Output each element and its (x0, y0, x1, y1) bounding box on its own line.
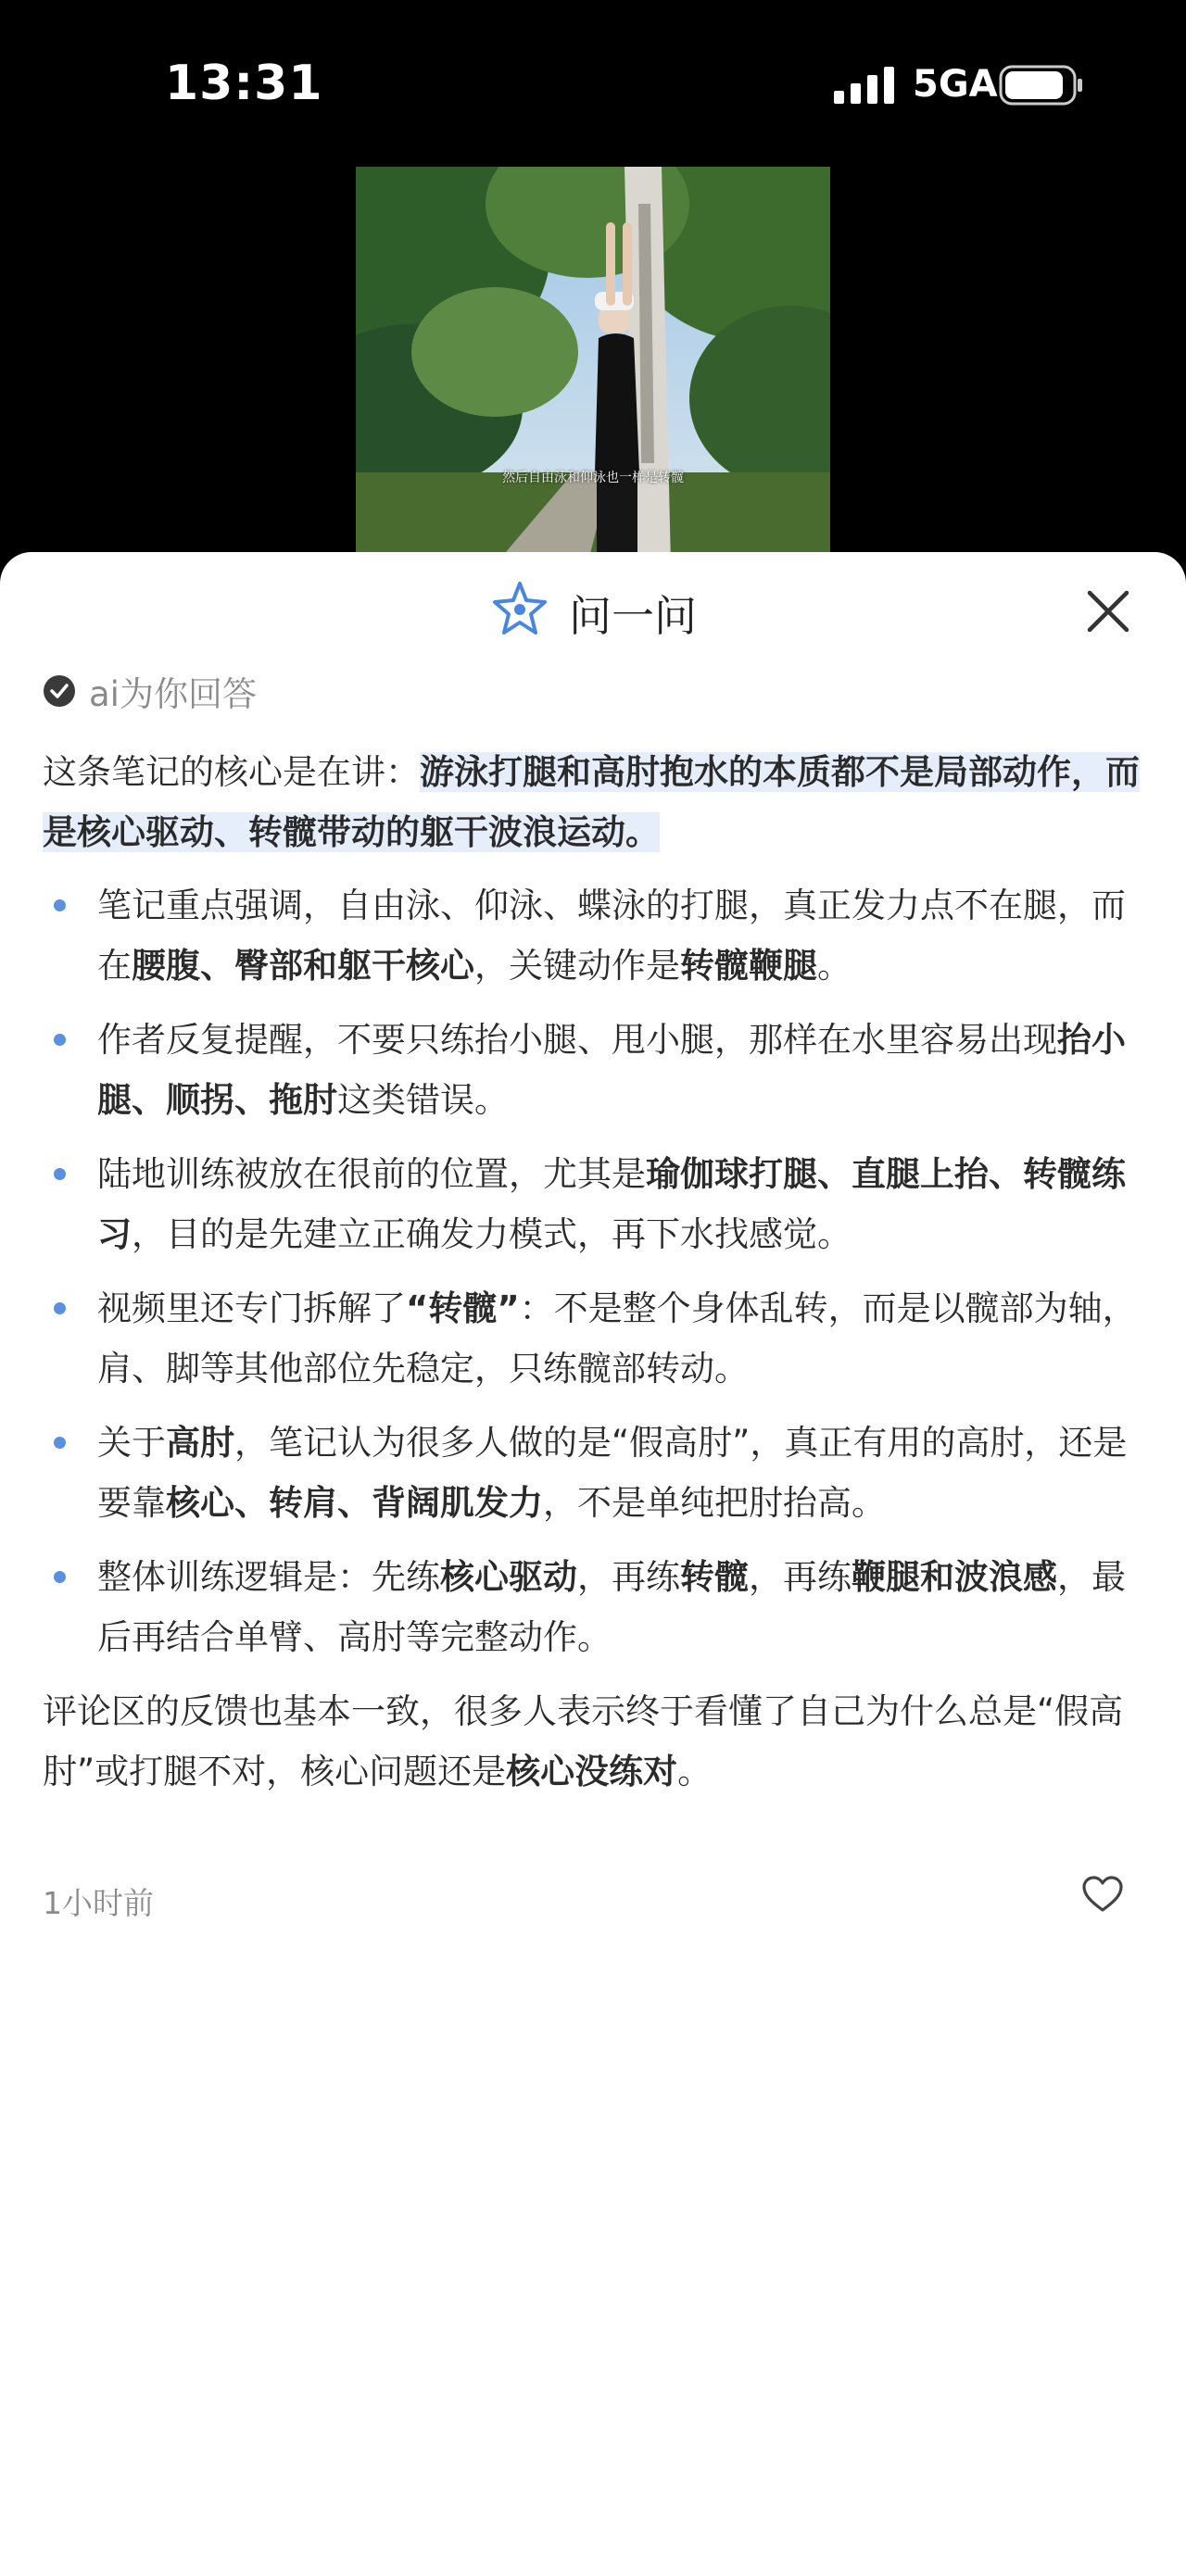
bullet-dot-icon (54, 1571, 66, 1583)
video-thumbnail (356, 167, 830, 565)
bullet-text: ，再练 (749, 1557, 852, 1597)
summary-highlight: 游泳打腿和高肘抱水的本质都不是局部动作，而是核心驱动、转髋带动的躯干波浪运动。 (43, 752, 1140, 852)
closing-end: 。 (677, 1752, 713, 1791)
bullet-dot-icon (54, 1302, 66, 1314)
list-item (97, 1010, 1145, 1130)
list-item (97, 1144, 1145, 1264)
closing-bold: 核心没练对 (506, 1752, 678, 1791)
ai-badge-label: ai为你回答 (89, 674, 257, 714)
closing-text: 评论区的反馈也基本一致，很多人表示终于看懂了自己为什么总是“假高肘”或打腿不对，核心问题还是 (43, 1691, 1124, 1791)
bullet-text: 笔记重点强调，自由泳、仰泳、蝶泳的打腿，真正发力点不在腿，而在 (97, 886, 1126, 986)
ask-sparkle-icon (491, 580, 549, 637)
bullet-text: 视频里还专门拆解了 (97, 1288, 406, 1328)
list-item (97, 1278, 1145, 1399)
bullet-dot-icon (54, 1437, 66, 1449)
bullet-text: 关于 (97, 1423, 166, 1463)
sheet-title: 问一问 (569, 591, 697, 641)
battery-icon (999, 65, 1084, 106)
bullet-bold: 腰腹、臀部和躯干核心 (132, 946, 474, 986)
cellular-signal-icon (834, 67, 895, 104)
bullet-text: ，不是单纯把肘抬高。 (543, 1483, 886, 1523)
bullet-text: ，最后再结合单臂、高肘等完整动作。 (97, 1557, 1126, 1657)
bullet-dot-icon (54, 1034, 66, 1046)
video-subtitle: 然后自由泳和仰泳也一样是转髋 (502, 471, 684, 485)
close-icon[interactable] (1084, 587, 1132, 635)
key-points-list (43, 875, 1145, 1667)
ai-answer-badge (43, 671, 257, 714)
bullet-bold: “转髋” (406, 1288, 520, 1328)
bullet-bold: 抬小腿、顺拐、拖肘 (97, 1020, 1126, 1120)
heart-icon[interactable] (1080, 1872, 1125, 1916)
bullet-bold: 高肘 (166, 1423, 234, 1463)
bullet-text: 作者反复提醒，不要只练抬小腿、甩小腿，那样在水里容易出现 (97, 1020, 1057, 1060)
list-item (97, 1413, 1145, 1533)
bullet-text: 整体训练逻辑是：先练 (97, 1557, 440, 1597)
bullet-bold: 鞭腿和波浪感 (852, 1557, 1057, 1597)
bullet-bold: 瑜伽球打腿、直腿上抬、转髋练习 (97, 1154, 1126, 1254)
bullet-text: ，笔记认为很多人做的是“假高肘”，真正有用的高肘，还是要靠 (97, 1423, 1128, 1523)
bullet-text: ，目的是先建立正确发力模式，再下水找感觉。 (132, 1214, 852, 1254)
bullet-text: 这类错误。 (337, 1080, 509, 1120)
bullet-bold: 转髋 (680, 1557, 749, 1597)
bullet-bold: 核心、转肩、背阔肌发力 (166, 1483, 543, 1523)
bullet-dot-icon (54, 899, 66, 911)
answer-body (43, 742, 1145, 1802)
closing-paragraph (43, 1681, 1145, 1802)
ask-sheet (0, 552, 1186, 2576)
bullet-bold: 转髋鞭腿 (680, 946, 817, 986)
sheet-header (0, 552, 1186, 672)
answer-timestamp: 1小时前 (43, 1885, 154, 1921)
video-player[interactable] (0, 157, 1186, 565)
bullet-dot-icon (54, 1168, 66, 1180)
bullet-text: ：不是整个身体乱转，而是以髋部为轴，肩、脚等其他部位先稳定，只练髋部转动。 (97, 1288, 1137, 1389)
video-frame[interactable] (356, 167, 830, 565)
list-item (97, 1547, 1145, 1667)
bullet-text: ，再练 (577, 1557, 680, 1597)
status-bar (0, 0, 1186, 157)
status-time: 13:31 (165, 56, 323, 111)
bullet-text: 。 (817, 946, 852, 986)
bullet-bold: 核心驱动 (440, 1557, 577, 1597)
check-circle-icon (43, 674, 76, 708)
list-item (97, 875, 1145, 996)
network-type: 5GA (913, 63, 998, 106)
summary-paragraph (43, 742, 1145, 862)
bullet-text: ，关键动作是 (474, 946, 680, 986)
bullet-text: 陆地训练被放在很前的位置，尤其是 (97, 1154, 646, 1194)
summary-intro: 这条笔记的核心是在讲： (43, 752, 420, 792)
